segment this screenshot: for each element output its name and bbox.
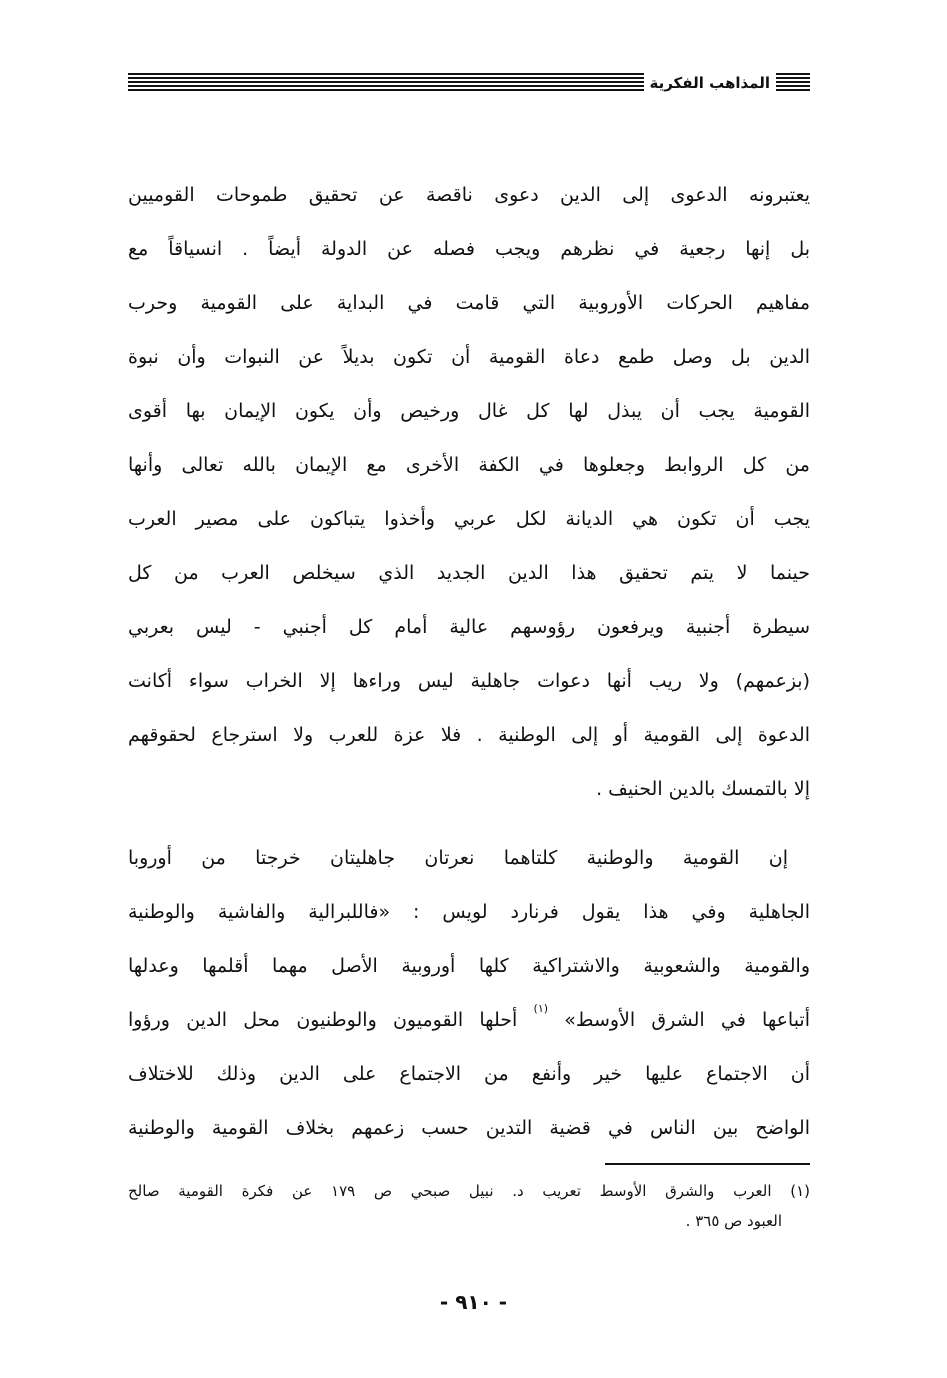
- footnote-line: العبود ص ٣٦٥ .: [685, 1212, 782, 1230]
- paragraph-2: [128, 831, 810, 1155]
- footnote: [128, 1176, 810, 1236]
- paragraph-line: بل إنها رجعية في نظرهم ويجب فصله عن الدولة أيضاً . انسياقاً مع: [128, 238, 810, 260]
- paragraph-line: يعتبرونه الدعوى إلى الدين دعوى ناقصة عن تحقيق طموحات القوميين: [128, 184, 810, 206]
- paragraph-line-with-reference: [128, 993, 810, 1047]
- header-rule-right: [776, 73, 810, 93]
- paragraph-line: الدعوة إلى القومية أو إلى الوطنية . فلا عزة للعرب ولا استرجاع لحقوقهم: [128, 724, 810, 746]
- line-continuation-text: أحلها القوميون والوطنيون محل الدين ورؤوا: [128, 1009, 518, 1031]
- paragraph-line: (بزعمهم) ولا ريب أنها دعوات جاهلية ليس وراءها إلا الخراب سواء أكانت: [128, 670, 810, 692]
- footnote-separator: [605, 1163, 810, 1165]
- paragraph-line: سيطرة أجنبية ويرفعون رؤوسهم عالية أمام كل أجنبي - ليس بعربي: [128, 616, 810, 638]
- paragraph-line: القومية يجب أن يبذل لها كل غال ورخيص وأن يكون الإيمان بها أقوى: [128, 400, 810, 422]
- paragraph-line: الجاهلية وفي هذا يقول فرنارد لويس : «فاللبرالية والفاشية والوطنية: [128, 901, 810, 923]
- paragraph-line: حينما لا يتم تحقيق هذا الدين الجديد الذي سيخلص العرب من كل: [128, 562, 810, 584]
- paragraph-line: الواضح بين الناس في قضية التدين حسب زعمهم بخلاف القومية والوطنية: [128, 1117, 810, 1139]
- footnote-line: (١) العرب والشرق الأوسط تعريب د. نبيل صبحي ص ١٧٩ عن فكرة القومية صالح: [128, 1182, 810, 1200]
- footnote-reference[interactable]: (١): [533, 1002, 549, 1015]
- paragraph-line: مفاهيم الحركات الأوروبية التي قامت في البداية على القومية وحرب: [128, 292, 810, 314]
- paragraph-line: إلا بالتمسك بالدين الحنيف .: [596, 778, 810, 800]
- paragraph-line: والقومية والشعوبية والاشتراكية كلها أوروبية الأصل مهما أقلمها وعدلها: [128, 955, 810, 977]
- paragraph-line: أن الاجتماع عليها خير وأنفع من الاجتماع على الدين وذلك للاختلاف: [128, 1063, 810, 1085]
- running-header: [128, 70, 810, 96]
- page-number: - ٩١٠ -: [439, 1290, 508, 1314]
- quote-end-text: أتباعها في الشرق الأوسط»: [564, 1009, 810, 1031]
- paragraph-line: إن القومية والوطنية كلتاهما نعرتان جاهليتان خرجتا من أوروبا: [128, 847, 788, 869]
- paragraph-1: [128, 168, 810, 816]
- paragraph-line: الدين بل وصل طمع دعاة القومية أن تكون بديلاً عن النبوات وأن نبوة: [128, 346, 810, 368]
- paragraph-line: يجب أن تكون هي الديانة لكل عربي وأخذوا يتباكون على مصير العرب: [128, 508, 810, 530]
- header-title: المذاهب الفكرية: [649, 74, 770, 92]
- paragraph-line: من كل الروابط وجعلوها في الكفة الأخرى مع الإيمان بالله تعالى وأنها: [128, 454, 810, 476]
- header-rule-left: [128, 73, 644, 93]
